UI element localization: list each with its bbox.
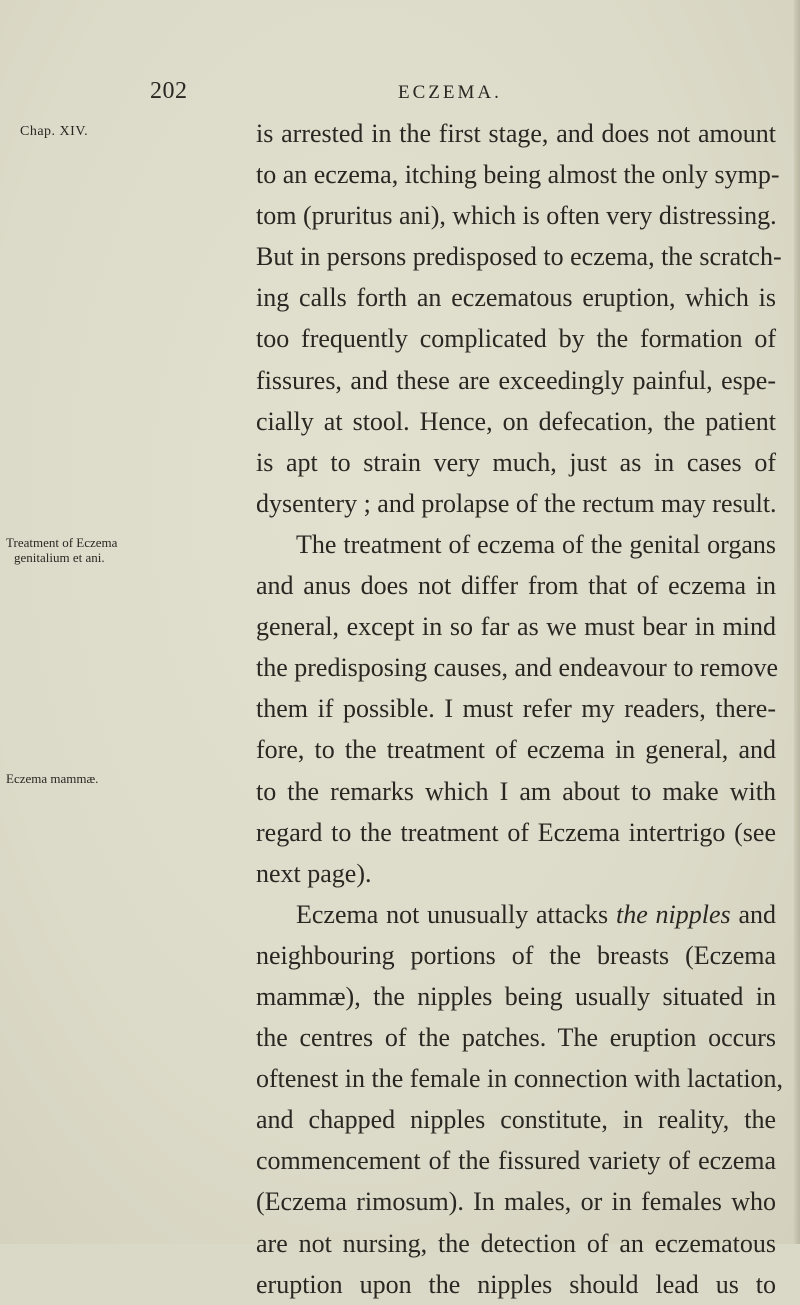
text-line: to an eczema, itching being almost the only symp- [256, 160, 780, 190]
page-number: 202 [150, 78, 188, 104]
text-line: is arrested in the first stage, and does not amount [256, 119, 776, 148]
page-header [0, 78, 800, 112]
text-line: to the remarks which I am about to make with [256, 776, 776, 806]
text-line: and anus does not differ from that of eczema in [256, 571, 776, 601]
mammae-marginal-note: Eczema mammæ. [6, 771, 99, 786]
text-line: (Eczema rimosum). In males, or in females who [256, 1187, 776, 1217]
text-line: too frequently complicated by the formation of [256, 324, 776, 354]
text-line: the predisposing causes, and endeavour to remove [256, 653, 779, 683]
chapter-marginal-note: Chap. XIV. [20, 124, 89, 139]
emphasized-phrase: the nipples [615, 899, 731, 929]
running-title: ECZEMA. [398, 82, 502, 103]
text-line: cially at stool. Hence, on defecation, the patient [256, 406, 776, 436]
text-line: regard to the treatment of Eczema intertrigo (see [256, 817, 776, 847]
body-text [256, 113, 784, 1305]
treatment-note-line: genitalium et ani. [14, 550, 105, 565]
treatment-marginal-note [6, 535, 117, 565]
paragraph-start-line: Eczema not unusually attacks the nipples and [296, 899, 776, 929]
text-line: neighbouring portions of the breasts (Eczema [256, 940, 776, 970]
text-line: the centres of the patches. The eruption occurs [256, 1023, 776, 1053]
text-line: them if possible. I must refer my readers, there- [256, 694, 776, 724]
text-line: ing calls forth an eczematous eruption, which is [256, 283, 776, 313]
paragraph-end-line: next page). [256, 858, 372, 888]
text-line: mammæ), the nipples being usually situated in [256, 981, 776, 1011]
text-line: commencement of the fissured variety of eczema [256, 1146, 776, 1176]
text-line: fore, to the treatment of eczema in general, and [256, 735, 776, 765]
text-line: and chapped nipples constitute, in reality, the [256, 1105, 776, 1135]
paragraph-start-line: The treatment of eczema of the genital organs [296, 529, 776, 559]
text-line: dysentery ; and prolapse of the rectum may result. [256, 488, 777, 518]
text-line: fissures, and these are exceedingly painful, espe- [256, 365, 776, 395]
text-line: oftenest in the female in connection with lactation, [256, 1064, 784, 1094]
text-line: is apt to strain very much, just as in cases of [256, 447, 776, 477]
text-line: eruption upon the nipples should lead us to [256, 1269, 776, 1299]
treatment-note-line: Treatment of Eczema [6, 535, 118, 550]
text-line: But in persons predisposed to eczema, the scratch- [256, 242, 782, 272]
text-line: are not nursing, the detection of an eczematous [256, 1228, 776, 1258]
page-edge-shadow [794, 0, 800, 1244]
text-line: general, except in so far as we must bear in mind [256, 612, 776, 642]
text-line: tom (pruritus ani), which is often very distressing. [256, 201, 777, 231]
